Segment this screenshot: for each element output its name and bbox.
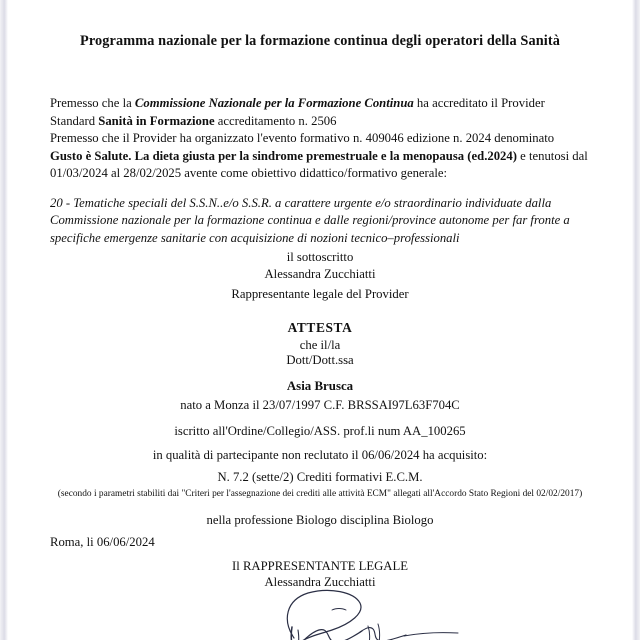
legal-representative-role: Rappresentante legale del Provider: [231, 287, 409, 301]
undersigned-label: il sottoscritto: [286, 250, 354, 264]
undersigned-name: Alessandra Zucchiatti: [264, 266, 376, 281]
premise-paragraph-1: [50, 95, 590, 130]
place-and-date: Roma, li 06/06/2024: [50, 535, 155, 549]
premise-paragraph-2: [50, 130, 590, 183]
che-il-la-label: che il/la: [299, 338, 341, 352]
page-content: [50, 0, 590, 640]
signatory-name: Alessandra Zucchiatti: [264, 575, 376, 589]
participant-name: Asia Brusca: [286, 379, 354, 393]
accreditation-number: accreditamento n. 2506: [214, 113, 337, 128]
birth-and-fiscal-code: nato a Monza il 23/07/1997 C.F. BRSSAI97L63F704C: [180, 398, 460, 412]
premise-1-prefix: Premesso che la: [50, 96, 135, 110]
event-period: e tenutosi dal 01/03/2024 al 28/02/2025 avente come obiettivo didattico/formativo generale:: [50, 148, 588, 181]
signature-image: [250, 586, 510, 640]
credits-line: N. 7.2 (sette/2) Crediti formativi E.C.M.: [217, 470, 423, 484]
page-edge-right: [632, 0, 640, 640]
profession-line: nella professione Biologo disciplina Biologo: [206, 513, 434, 527]
attesta-heading: ATTESTA: [287, 320, 353, 335]
training-objective: 20 - Tematiche speciali del S.S.N..e/o S.S.R. a carattere urgente e/o straordinario individuate dalla Commissione nazionale per la formazione continua e dalle regioni/province autonome per far fronte a specifiche emergenze sanitarie con acquisizione di nozioni tecnico–professionali: [50, 196, 570, 245]
event-name: Gusto è Salute. La dieta giusta per la sindrome premestruale e la menopausa (ed.2024): [50, 148, 517, 163]
premise-1-middle: ha accreditato il Provider Standard: [50, 96, 545, 128]
certificate-page: [8, 0, 632, 640]
signatory-role: Il RAPPRESENTANTE LEGALE: [232, 559, 408, 573]
dott-label: Dott/Dott.ssa: [286, 353, 354, 367]
undersigned-block: [50, 249, 590, 282]
registration-number-line: iscritto all'Ordine/Collegio/ASS. prof.li num AA_100265: [174, 424, 466, 438]
page-title: Programma nazionale per la formazione continua degli operatori della Sanità: [80, 33, 560, 49]
event-intro-line: Premesso che il Provider ha organizzato l'evento formativo n. 409046 edizione n. 2024 denominato: [50, 131, 555, 145]
page-edge-left: [0, 0, 8, 640]
participation-line: in qualità di partecipante non reclutato il 06/06/2024 ha acquisito:: [152, 448, 488, 462]
credits-note: (secondo i parametri stabiliti dai "Criteri per l'assegnazione dei crediti alle attività ECM" allegati all'Accordo Stato Regioni del 02/02/2017): [57, 489, 583, 499]
commission-name: Commissione Nazionale per la Formazione Continua: [134, 96, 414, 110]
provider-name: Sanità in Formazione: [98, 113, 215, 128]
